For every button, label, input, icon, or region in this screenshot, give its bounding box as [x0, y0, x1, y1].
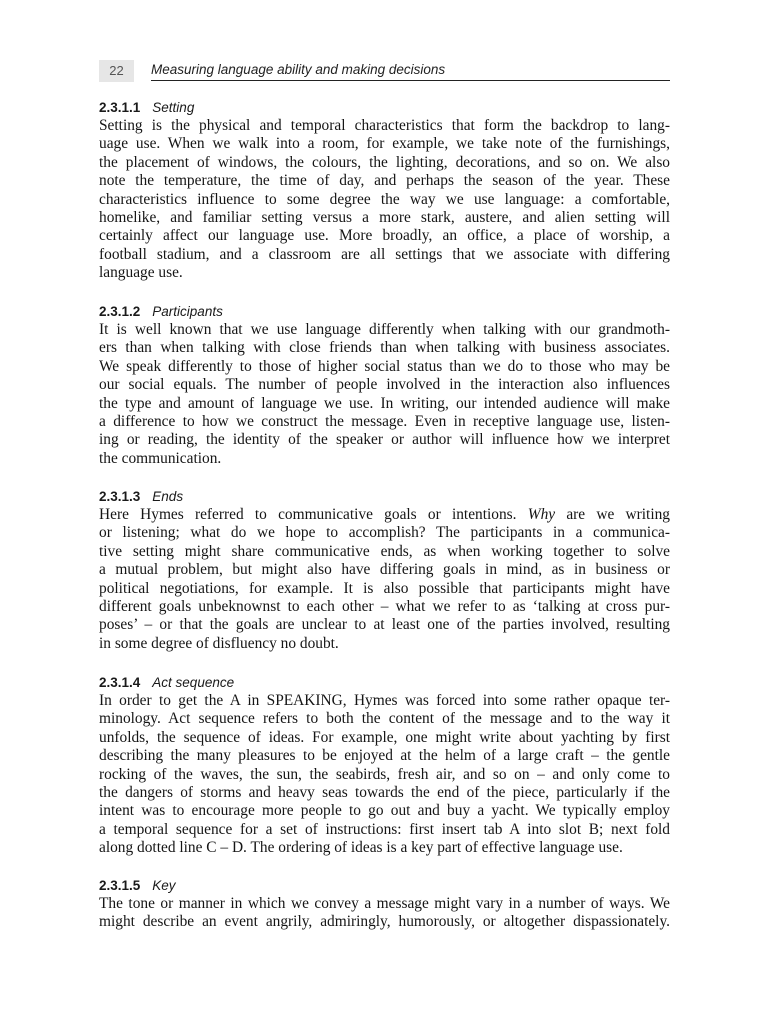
section-body: [99, 506, 670, 653]
text-line: poses’ – or that the goals are unclear to at least one of the parties involved, resulting: [99, 616, 670, 634]
section-setting: [99, 99, 670, 283]
text-line: Setting is the physical and temporal characteristics that form the backdrop to lang-: [99, 117, 670, 134]
section-title: Ends: [152, 489, 184, 504]
text-line: certainly affect our language use. More broadly, an office, a place of worship, a: [99, 227, 670, 245]
section-heading: [99, 303, 670, 321]
text-line: political negotiations, for example. It is also possible that participants might have: [99, 579, 670, 597]
text-fragment: Here Hymes referred to communicative goals or intentions.: [99, 506, 517, 523]
text-line: ing or reading, the identity of the speaker or author will influence how we interpret: [99, 431, 670, 449]
text-line: different goals unbeknownst to each other – what we refer to as ‘talking at cross pur-: [99, 597, 670, 615]
page-number: 22: [99, 60, 134, 82]
text-line: language use.: [99, 264, 183, 282]
section-number: 2.3.1.5: [99, 878, 141, 893]
section-number: 2.3.1.4: [99, 675, 141, 690]
running-header: [99, 56, 670, 82]
section-title: Key: [152, 878, 176, 893]
text-line: a mutual problem, but might also have differing goals in mind, as in business or: [99, 561, 670, 579]
text-line: In order to get the A in SPEAKING, Hymes was forced into some rather opaque ter-: [99, 692, 670, 709]
section-key: [99, 877, 670, 932]
text-line: along dotted line C – D. The ordering of ideas is a key part of effective language use.: [99, 839, 623, 857]
section-heading: [99, 99, 670, 117]
section-body: [99, 321, 670, 468]
text-line: the placement of windows, the colours, the lighting, decorations, and so on. We also: [99, 153, 670, 171]
section-title: Setting: [152, 100, 195, 115]
text-line: It is well known that we use language differently when talking with our grandmoth-: [99, 321, 670, 338]
text-fragment: are we writing: [566, 506, 670, 523]
text-line: We speak differently to those of higher social status than we do to those who may be: [99, 357, 670, 375]
text-line: homelike, and familiar setting versus a more stark, austere, and alien setting will: [99, 208, 670, 226]
text-line: the dangers of storms and heavy seas towards the end of the piece, particularly if the: [99, 783, 670, 801]
emphasized-word: Why: [527, 506, 556, 523]
section-body: [99, 117, 670, 283]
section-act-sequence: [99, 674, 670, 858]
header-rule: [151, 80, 670, 81]
text-line: minology. Act sequence refers to both the content of the message and to the way it: [99, 710, 670, 728]
text-line: or listening; what do we hope to accomplish? The participants in a communica-: [99, 524, 670, 542]
text-line: rocking of the waves, the sun, the seabirds, fresh air, and so on – and only come to: [99, 765, 670, 783]
text-line: a difference to how we construct the message. Even in receptive language use, listen-: [99, 412, 670, 430]
section-body: [99, 692, 670, 858]
section-body: [99, 895, 670, 932]
text-line: note the temperature, the time of day, and perhaps the season of the year. These: [99, 172, 670, 190]
text-line: tive setting might share communicative ends, as when working together to solve: [99, 542, 670, 560]
running-title: Measuring language ability and making decisions: [151, 62, 446, 77]
text-line: uage use. When we walk into a room, for example, we take note of the furnishings,: [99, 135, 670, 153]
section-number: 2.3.1.3: [99, 489, 141, 504]
text-line: characteristics influence to some degree the way we use language: a comfortable,: [99, 190, 670, 208]
text-line: unfolds, the sequence of ideas. For example, one might write about yachting by first: [99, 728, 670, 746]
section-participants: [99, 303, 670, 468]
section-heading: [99, 488, 670, 506]
text-line: The tone or manner in which we convey a message might vary in a number of ways. We: [99, 895, 670, 912]
text-line: ers than when talking with close friends than when talking with business associates.: [99, 339, 670, 357]
text-line: football stadium, and a classroom are all settings that we associate with differing: [99, 245, 670, 263]
section-number: 2.3.1.2: [99, 304, 141, 319]
text-line: the communication.: [99, 449, 222, 467]
text-line: the type and amount of language we use. In writing, our intended audience will make: [99, 394, 670, 412]
text-line: might describe an event angrily, admiringly, humorously, or altogether dispassionately.: [99, 913, 670, 931]
section-number: 2.3.1.1: [99, 100, 141, 115]
text-line: intent was to encourage more people to go out and buy a yacht. We typically employ: [99, 802, 670, 820]
section-title: Act sequence: [152, 675, 235, 690]
section-heading: [99, 674, 670, 692]
text-line: a temporal sequence for a set of instructions: first insert tab A into slot B; next fold: [99, 820, 670, 838]
section-heading: [99, 877, 670, 895]
section-ends: [99, 488, 670, 653]
text-line: our social equals. The number of people involved in the interaction also influences: [99, 376, 670, 394]
section-title: Participants: [152, 304, 223, 319]
text-line: [99, 506, 670, 524]
text-line: in some degree of disfluency no doubt.: [99, 634, 339, 652]
text-line: describing the many pleasures to be enjoyed at the helm of a large craft – the gentle: [99, 747, 670, 765]
